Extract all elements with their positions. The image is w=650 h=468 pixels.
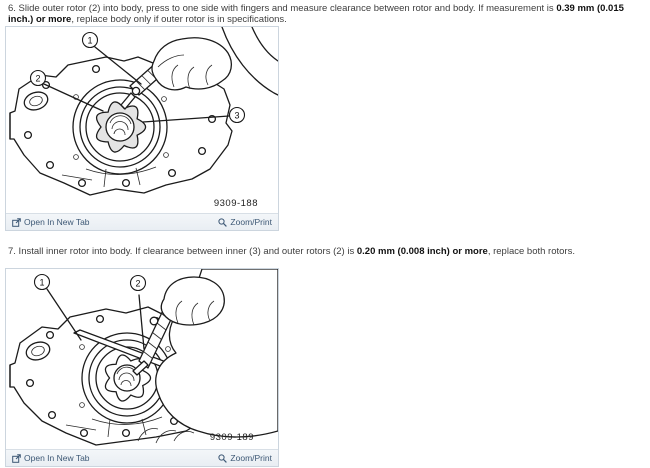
step-6-spec: 0.39 mm (0.015 inch.) or more: [8, 3, 624, 25]
zoom-print-link[interactable]: [218, 453, 272, 463]
open-in-new-tab-link[interactable]: [12, 453, 90, 463]
step-7-lead: 7. Install inner rotor into body. If clearance between inner (3) and outer rotors (2) is: [8, 246, 357, 257]
svg-text:3: 3: [234, 110, 240, 121]
open-in-new-tab-label: Open In New Tab: [24, 453, 90, 463]
external-link-icon: [12, 454, 21, 463]
svg-text:2: 2: [135, 278, 141, 289]
step-7-tail: , replace both rotors.: [487, 246, 575, 257]
zoom-print-label: Zoom/Print: [230, 453, 272, 463]
step-6-lead: 6. Slide outer rotor (2) into body, press to one side with fingers and measure clearance between rotor and body. If measurement is: [8, 3, 557, 14]
open-in-new-tab-link[interactable]: [12, 217, 90, 227]
oil-pump-outer-rotor-figure: [6, 27, 278, 213]
hand-holding-gauge: [152, 27, 278, 95]
magnifier-icon: [218, 218, 227, 227]
step-6-text: [8, 3, 644, 25]
step-7-spec: 0.20 mm (0.008 inch) or more: [356, 246, 488, 257]
rotor-center-bore: [106, 113, 134, 141]
svg-text:2: 2: [35, 73, 41, 84]
figure-toolbar: [6, 213, 278, 230]
figure-number: 9309-188: [213, 198, 258, 209]
oil-pump-inner-rotor-figure: [6, 269, 278, 449]
magnifier-icon: [218, 454, 227, 463]
open-in-new-tab-label: Open In New Tab: [24, 217, 90, 227]
zoom-print-label: Zoom/Print: [230, 217, 272, 227]
figure-toolbar: [6, 449, 278, 466]
figure-number: 9309-189: [209, 432, 254, 443]
svg-text:1: 1: [87, 35, 93, 46]
step-6-tail: , replace body only if outer rotor is in specifications.: [71, 14, 287, 25]
figure-panel-9309-188: [5, 26, 279, 231]
external-link-icon: [12, 218, 21, 227]
zoom-print-link[interactable]: [218, 217, 272, 227]
figure-panel-9309-189: [5, 268, 279, 467]
svg-text:1: 1: [39, 277, 45, 288]
step-7-text: [8, 246, 644, 257]
